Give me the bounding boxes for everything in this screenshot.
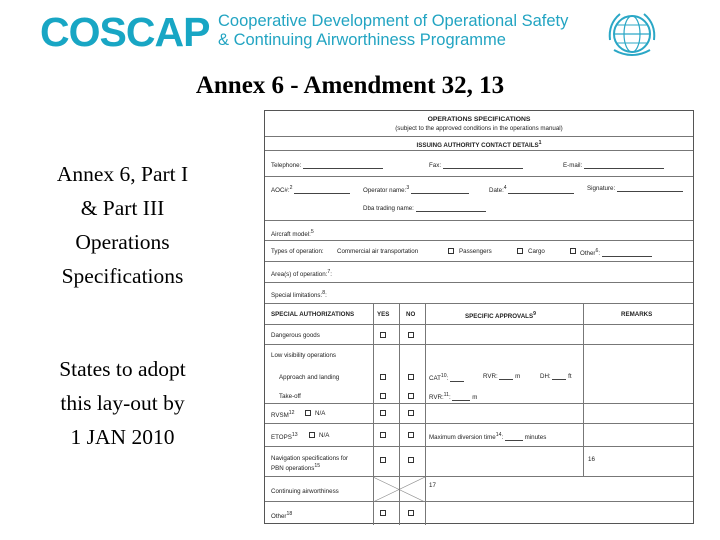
dangerous-goods-label: Dangerous goods [271,332,320,339]
low-visibility-label: Low visibility operations [271,352,336,359]
no-checkbox [408,510,414,516]
aircraft-model-label: Aircraft model:$^5$ [271,229,314,239]
form-heading-row [265,111,693,137]
left-b-line: this lay-out by [60,391,185,415]
yes-checkbox [380,457,386,463]
rvr-label: RVR: m [483,373,521,380]
areas-row [265,262,693,283]
telephone-row [265,151,693,177]
aoc-label: AOC#:$^2$ [271,185,350,194]
na-label: N/A [315,410,326,417]
other-label: Other$^{18}$ [271,511,293,521]
dangerous-goods-row [265,325,693,345]
no-checkbox [408,374,414,380]
left-a-line: Annex 6, Part I [56,162,189,186]
na-checkbox [309,432,315,438]
rvr-takeoff-label: RVR:$^{11}$: m [429,392,478,402]
left-b-line: States to adopt [59,357,186,381]
contact-header-row [265,137,693,151]
special-limitations-label: Special limitations:$^8$: [271,290,327,300]
special-auth-header-row [265,304,693,325]
slide-title: Annex 6 - Amendment 32, 13 [195,72,505,99]
no-checkbox [408,457,414,463]
col-special-auth: SPECIAL AUTHORIZATIONS [271,311,355,318]
na-checkbox [305,410,311,416]
yes-checkbox [380,510,386,516]
left-a-line: Specifications [61,264,184,288]
remark-17: 17 [429,482,436,489]
col-no: NO [406,311,416,318]
low-visibility-row [265,345,693,404]
date-label: Date:$^4$ [489,185,574,194]
operator-name-label: Operator name:$^3$ [363,185,469,194]
other-type-checkbox [570,248,576,254]
yes-checkbox [380,374,386,380]
take-off-label: Take-off [279,393,301,400]
col-yes: YES [377,311,390,318]
col-specific: SPECIFIC APPROVALS$^9$ [465,311,536,321]
telephone-label: Telephone: [271,162,383,169]
yes-checkbox [380,410,386,416]
no-checkbox [408,432,414,438]
approach-landing-label: Approach and landing [279,374,340,381]
continuing-airworthiness-label: Continuing airworthiness [271,488,339,495]
no-checkbox [408,410,414,416]
other-row [265,502,693,525]
nav-spec-line-1: Navigation specifications for [271,455,349,462]
coscap-tagline [218,12,568,50]
email-label: E-mail: [563,162,664,169]
yes-checkbox [380,393,386,399]
form-subheading: (subject to the approved conditions in the operations manual) [395,125,563,132]
yes-checkbox [380,432,386,438]
coscap-logo: COSCAP [40,9,210,55]
other-type-label: Other$^6$: [580,248,652,257]
tagline-line-2: & Continuing Airworthiness Programme [218,31,506,49]
tagline-line-1: Cooperative Development of Operational Safety [218,12,569,30]
types-of-operation-label: Types of operation: [271,248,324,255]
cat-label: CAT$^{10}$: [429,373,464,382]
col-remarks: REMARKS [621,311,653,318]
remark-16: 16 [588,456,595,463]
max-diversion-label: Maximum diversion time$^{14}$: minutes [429,432,547,442]
grid-line [425,304,426,525]
areas-label: Area(s) of operation:$^7$: [271,269,333,279]
grid-line [583,304,584,477]
left-a-line: Operations [75,230,170,254]
left-a-line: & Part III [80,196,165,220]
contact-header: ISSUING AUTHORITY CONTACT DETAILS$^1$ [416,140,542,150]
passengers-checkbox [448,248,454,254]
grid-line [373,304,374,525]
yes-checkbox [380,332,386,338]
fax-label: Fax: [429,162,523,169]
icao-emblem-icon [604,6,660,62]
grid-line [399,304,400,525]
etops-row [265,424,693,447]
cargo-checkbox [517,248,523,254]
commercial-air-transport-label: Commercial air transportation [337,248,419,255]
na-label: N/A [319,432,330,439]
nav-spec-row [265,447,693,477]
dba-label: Dba trading name: [363,205,486,212]
operations-specifications-form [264,110,694,524]
left-block-annex [20,157,225,293]
special-limitations-row [265,283,693,304]
rvsm-label: RVSM$^{12}$ [271,410,295,420]
aircraft-model-row [265,221,693,241]
types-of-operation-row [265,241,693,262]
cargo-label: Cargo [528,248,545,255]
continuing-airworthiness-row [265,477,693,502]
aoc-row [265,177,693,221]
nav-spec-line-2: PBN operations$^{15}$ [271,463,321,473]
form-heading: OPERATIONS SPECIFICATIONS [427,116,531,123]
rvsm-row [265,404,693,424]
left-b-line: 1 JAN 2010 [70,425,175,449]
signature-label: Signature: [587,185,683,192]
dh-label: DH: ft [540,373,572,380]
left-block-adoption [20,352,225,454]
etops-label: ETOPS$^{13}$ [271,432,298,442]
no-checkbox [408,332,414,338]
passengers-label: Passengers [459,248,492,255]
no-checkbox [408,393,414,399]
